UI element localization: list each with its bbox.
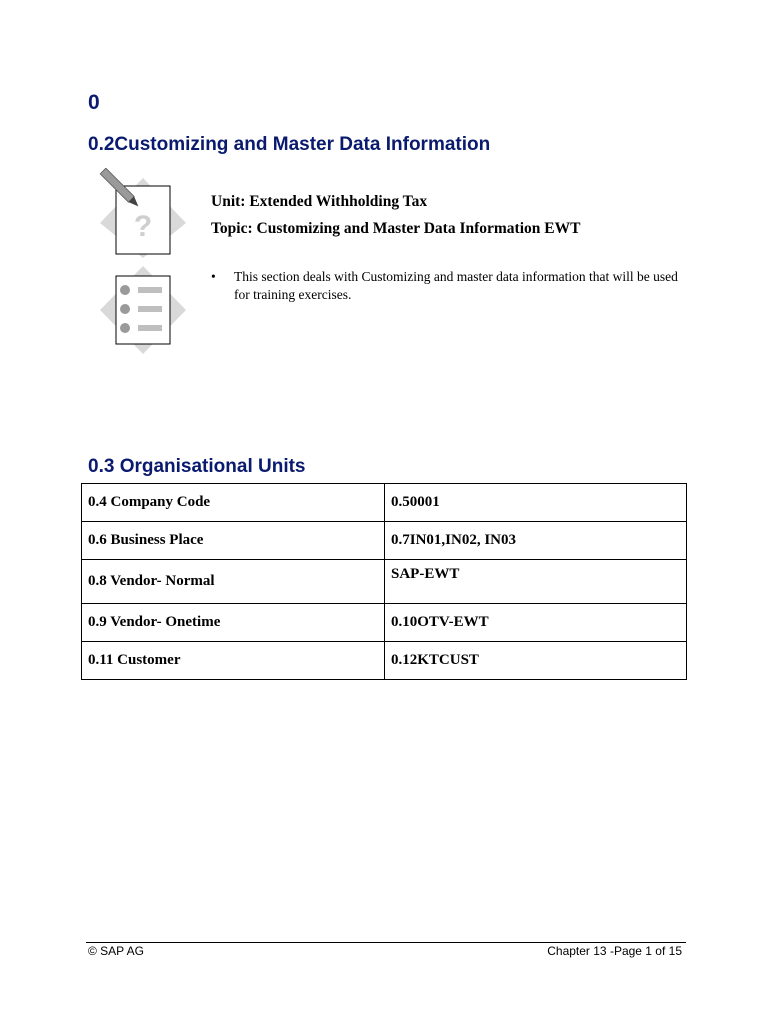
topic-label: Topic: Customizing and Master Data Information EWT — [211, 220, 581, 237]
intro-bullet — [211, 268, 681, 304]
table-row — [82, 560, 687, 604]
footer-copyright: © SAP AG — [88, 944, 144, 958]
chapter-number: 0 — [88, 91, 100, 114]
org-unit-label: 0.9 Vendor- Onetime — [82, 604, 385, 642]
table-row — [82, 604, 687, 642]
org-unit-label: 0.6 Business Place — [82, 522, 385, 560]
org-unit-label: 0.4 Company Code — [82, 484, 385, 522]
footer-page-number: Chapter 13 -Page 1 of 15 — [547, 944, 682, 958]
table-row — [82, 484, 687, 522]
org-units-table — [81, 483, 687, 680]
org-unit-label: 0.8 Vendor- Normal — [82, 560, 385, 604]
org-unit-label: 0.11 Customer — [82, 642, 385, 680]
section-title: 0.2Customizing and Master Data Information — [88, 134, 491, 155]
org-unit-value: SAP-EWT — [385, 560, 687, 604]
bullet-dot: • — [211, 269, 216, 284]
org-unit-value: 0.50001 — [385, 484, 687, 522]
org-unit-value: 0.10OTV-EWT — [385, 604, 687, 642]
question-pencil-icon — [98, 168, 188, 258]
org-units-title: 0.3 Organisational Units — [88, 456, 306, 477]
table-row — [82, 642, 687, 680]
intro-bullet-text: This section deals with Customizing and master data information that will be used for training exercises. — [234, 269, 678, 302]
table-row — [82, 522, 687, 560]
org-unit-value: 0.12KTCUST — [385, 642, 687, 680]
checklist-icon — [98, 266, 188, 356]
question-mark: ? — [133, 210, 153, 243]
unit-label: Unit: Extended Withholding Tax — [211, 193, 428, 210]
org-unit-value: 0.7IN01,IN02, IN03 — [385, 522, 687, 560]
footer-divider — [86, 942, 686, 943]
